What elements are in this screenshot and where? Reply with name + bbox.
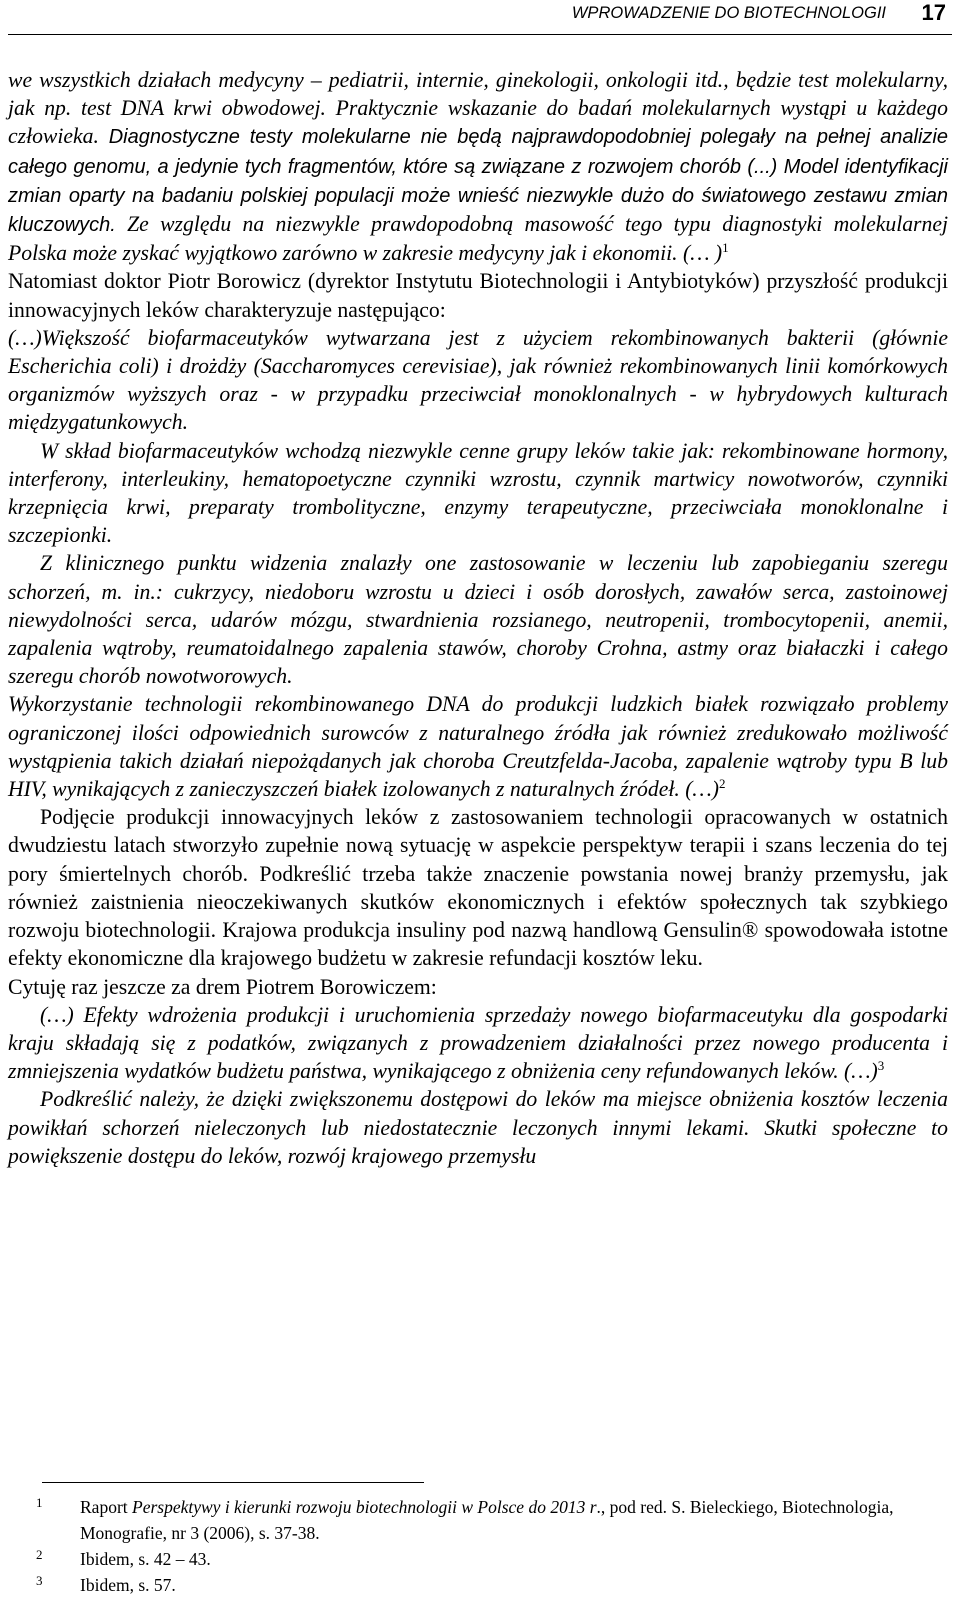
footnote-mark: 3 (36, 1573, 43, 1588)
footnote-post: ., pod red. S. Bieleckiego, Biotechnologia, Monografie, nr 3 (2006), s. 37-38. (80, 1497, 894, 1543)
paragraph-7: Podjęcie produkcji innowacyjnych leków z zastosowaniem technologii opracowanych w ostatnich dwudziestu latach stworzyło zupełnie nową sytuację w aspekcie perspektyw terapii i szans leczenia do tej pory śmiertelnych chorób. Podkreślić trzeba także znaczenie powstania nowej branży przemysłu, jak również zaistnienia nieoczekiwanych skutków ekonomicznych i efektów społecznych tak szybkiego rozwoju biotechnologii. Krajowa produkcja insuliny pod nazwą handlową Gensulin® spowodowała istotne efekty ekonomiczne dla krajowego budżetu w zakresie refundacji kosztów leku. (8, 805, 948, 971)
paragraph-6-text: Wykorzystanie technologii rekombinowanego DNA do produkcji ludzkich białek rozwiązało problemy ograniczonej ilości odpowiednich surowców z naturalnego źródła jak również zredukowało możliwość wystąpienia takich działań niepożądanych jak choroba Creutzfelda-Jacoba, zapalenie wątroby typu B lub HIV, wynikających z zanieczyszczeń białek izolowanych z naturalnych źródeł. (…) (8, 692, 948, 802)
header-title: WPROWADZENIE DO BIOTECHNOLOGII (571, 4, 886, 22)
paragraph-1a: we wszystkich działach medycyny – pediatrii, internie, ginekologii, onkologii itd., będzie test molekularny, jak np. test DNA krwi obwodowej. Praktycznie wskazanie do badań molekularnych wystąpi u każdego człowieka. (8, 68, 948, 149)
running-header (0, 0, 960, 44)
footnote (36, 1572, 948, 1598)
paragraph-3: (…)Większość biofarmaceutyków wytwarzana jest z użyciem rekombinowanych bakterii (głównie Escherichia coli) i drożdży (Saccharomyces cerevisiae), jak również rekombinowanych linii komórkowych organizmów wyższych oraz - w przypadku przeciwciał monoklonalnych - w hybrydowych kulturach międzygatunkowych. (8, 325, 948, 435)
footnote-mark: 2 (36, 1547, 43, 1562)
paragraph-4: W skład biofarmaceutyków wchodzą niezwykle cenne grupy leków takie jak: rekombinowane hormony, interferony, interleukiny, hematopoetyczne czynniki wzrostu, czynnik martwicy nowotworów, czynniki krzepnięcia krwi, preparaty trombolityczne, enzymy terapeutyczne, przeciwciała monoklonalne i szczepionki. (8, 438, 948, 548)
footnote-pre: Ibidem, s. 42 – 43. (80, 1549, 211, 1569)
paragraph-2: Natomiast doktor Piotr Borowicz (dyrektor Instytutu Biotechnologii i Antybiotyków) przyszłość produkcji innowacyjnych leków charakteryzuje następująco: (8, 269, 948, 322)
body-text (8, 66, 948, 1170)
paragraph-1 (8, 66, 948, 267)
paragraph-1c: Ze względu na niezwykle prawdopodobną masowość tego typu diagnostyki molekularnej Polska może zyskać wyjątkowo zarówno w zakresie medycyny jak i ekonomii. (… ) (8, 212, 948, 266)
page-number: 17 (921, 0, 946, 25)
footnotes (36, 1494, 948, 1598)
footnote-pre: Raport (80, 1497, 133, 1517)
header-rule (8, 34, 952, 35)
footnote (36, 1546, 948, 1572)
footnote (36, 1494, 948, 1546)
paragraph-8: Cytuję raz jeszcze za drem Piotrem Borowiczem: (8, 974, 437, 999)
footnote-separator (42, 1482, 424, 1483)
footnote-pre: Ibidem, s. 57. (80, 1575, 176, 1595)
paragraph-6 (8, 690, 948, 803)
footnote-ref-2[interactable]: 2 (718, 776, 726, 792)
paragraph-5: Z klinicznego punktu widzenia znalazły one zastosowanie w leczeniu lub zapobieganiu szeregu schorzeń, m. in.: cukrzycy, niedoboru wzrostu u dzieci i osób dorosłych, zawałów serca, zastoinowej niewydolności serca, udarów mózgu, stwardnienia rozsianego, neutropenii, trombocytopenii, anemii, zapalenia wątroby, reumatoidalnego zapalenia stawów, choroby Crohna, astmy oraz białaczki i całego szeregu chorób nowotworowych. (8, 551, 948, 689)
footnote-title: Perspektywy i kierunki rozwoju biotechnologii w Polsce do 2013 r (132, 1497, 597, 1517)
footnote-ref-3[interactable]: 3 (877, 1058, 885, 1074)
footnote-ref-1[interactable]: 1 (722, 240, 729, 256)
paragraph-9-text: (…) Efekty wdrożenia produkcji i uruchomienia sprzedaży nowego biofarmaceutyku dla gospodarki kraju składają się z podatków, związanych z prowadzeniem działalności przez nowego producenta i zmniejszenia wydatków budżetu państwa, wynikającego z obniżenia ceny refundowanych leków. (…) (8, 1002, 948, 1084)
paragraph-1b: Diagnostyczne testy molekularne nie będą najprawdopodobniej polegały na pełnej analizie całego genomu, a jedynie tych fragmentów, które są związane z rozwojem chorób (...) Model identyfikacji zmian oparty na badaniu polskiej populacji może wnieść niezwykle dużo do światowego zestawu zmian kluczowych. (8, 126, 948, 237)
paragraph-10: Podkreślić należy, że dzięki zwiększonemu dostępowi do leków ma miejsce obniżenia kosztów leczenia powikłań schorzeń nieleczonych lub niedostatecznie leczonych innymi lekami. Skutki społeczne to powiększenie dostępu do leków, rozwój krajowego przemysłu (8, 1087, 948, 1168)
paragraph-9 (8, 1001, 948, 1086)
footnote-mark: 1 (36, 1495, 43, 1510)
